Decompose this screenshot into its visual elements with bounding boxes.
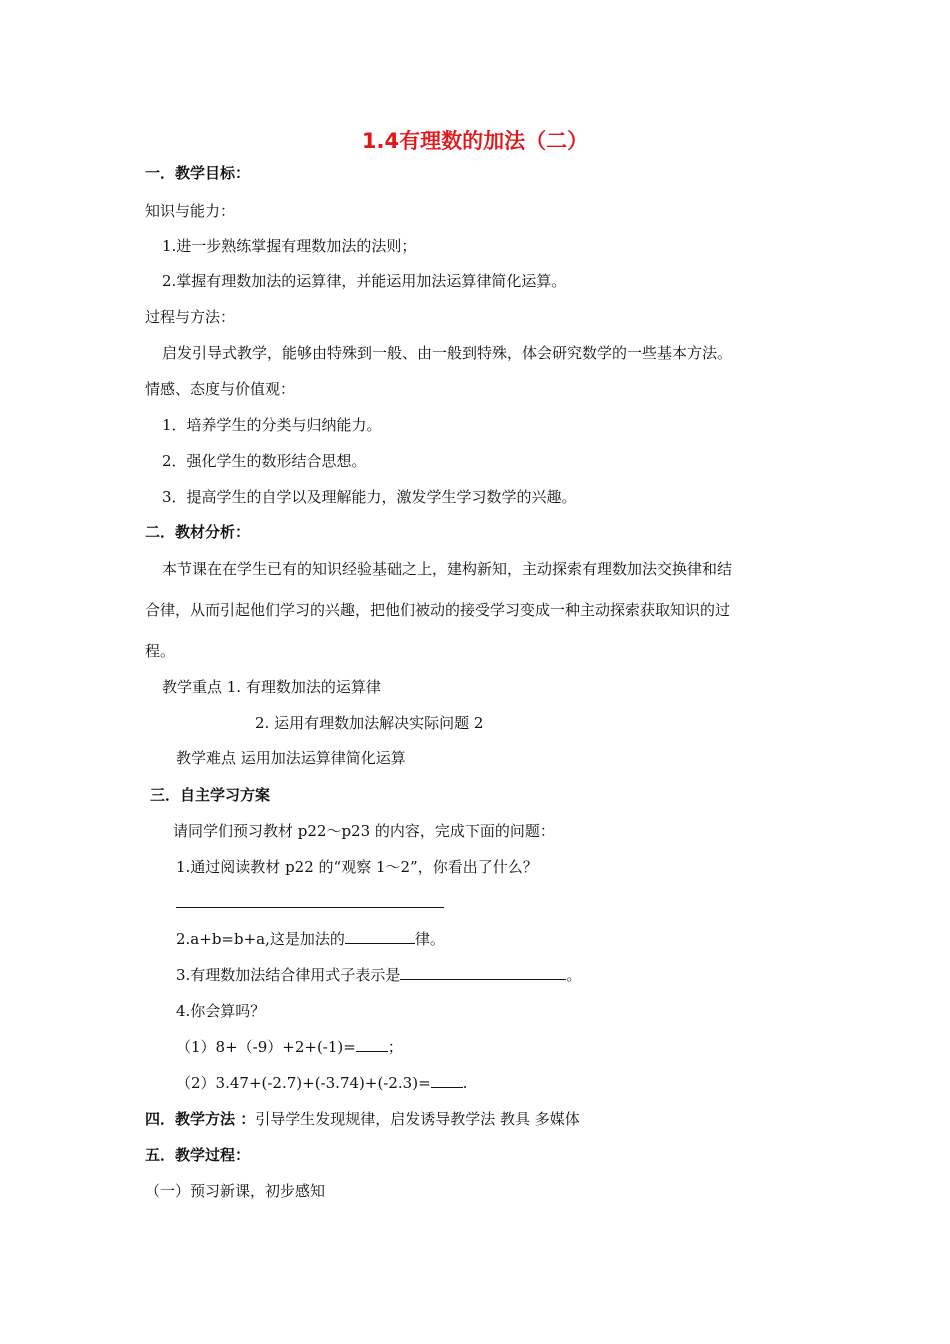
section-4 <box>145 1109 580 1129</box>
question-1: 1.通过阅读教材 p22 的“观察 1～2”，你看出了什么？ <box>176 858 538 876</box>
question-3 <box>176 965 581 985</box>
question-3-blank[interactable] <box>400 965 566 980</box>
question-4-2 <box>176 1073 467 1093</box>
question-4-1-text: （1）8+（-9）+2+(-1)= <box>176 1038 356 1056</box>
page-title: 1.4有理数的加法（二） <box>361 129 589 153</box>
knowledge-item-1: 1.进一步熟练掌握有理数加法的法则； <box>162 237 417 255</box>
question-4: 4.你会算吗？ <box>176 1002 266 1020</box>
knowledge-label: 知识与能力： <box>145 202 236 220</box>
analysis-line-1: 本节课在在学生已有的知识经验基础之上，建构新知，主动探索有理数加法交换律和结 <box>162 560 733 578</box>
analysis-line-3: 程。 <box>145 642 176 660</box>
analysis-line-2: 合律，从而引起他们学习的兴趣，把他们被动的接受学习变成一种主动探索获取知识的过 <box>145 601 731 619</box>
question-4-1 <box>176 1037 403 1057</box>
teaching-difficulty: 教学难点 运用加法运算律简化运算 <box>176 749 406 767</box>
question-4-2-text: （2）3.47+(-2.7)+(-3.74)+(-2.3)= <box>176 1074 431 1092</box>
question-4-2-blank[interactable] <box>431 1073 463 1088</box>
process-item-1: 启发引导式教学，能够由特殊到一般、由一般到特殊，体会研究数学的一些基本方法。 <box>162 344 733 362</box>
question-4-1-suffix: ； <box>387 1038 403 1056</box>
self-study-intro: 请同学们预习教材 p22～p23 的内容，完成下面的问题： <box>173 822 555 840</box>
question-4-1-blank[interactable] <box>356 1037 388 1052</box>
question-3-suffix: 。 <box>566 966 582 984</box>
section-5-heading: 五．教学过程： <box>145 1146 251 1164</box>
knowledge-item-2: 2.掌握有理数加法的运算律，并能运用加法运算律简化运算。 <box>162 272 567 290</box>
question-3-text: 3.有理数加法结合律用式子表示是 <box>176 966 401 984</box>
emotion-item-2: 2．强化学生的数形结合思想。 <box>162 452 367 470</box>
process-label: 过程与方法： <box>145 308 236 326</box>
section-2-heading: 二．教材分析： <box>145 523 251 541</box>
question-2-suffix: 律。 <box>414 930 445 948</box>
section-4-text: 引导学生发现规律，启发诱导教学法 教具 多媒体 <box>255 1110 580 1128</box>
section-5-sub-1: （一）预习新课，初步感知 <box>145 1182 326 1200</box>
question-2-blank[interactable] <box>345 929 415 944</box>
question-4-2-suffix: . <box>462 1074 468 1092</box>
emotion-label: 情感、态度与价值观： <box>145 380 296 398</box>
question-2 <box>176 929 445 949</box>
emotion-item-1: 1．培养学生的分类与归纳能力。 <box>162 416 382 434</box>
emotion-item-3: 3．提高学生的自学以及理解能力，激发学生学习数学的兴趣。 <box>162 488 577 506</box>
answer-line-1[interactable] <box>176 907 444 908</box>
question-2-text: 2.a+b=b+a,这是加法的 <box>176 930 345 948</box>
section-4-heading: 四．教学方法 ： <box>145 1110 256 1128</box>
section-3-heading: 三．自主学习方案 <box>150 786 271 804</box>
section-1-heading: 一．教学目标： <box>145 164 251 182</box>
key-point-1: 教学重点 1. 有理数加法的运算律 <box>162 678 381 696</box>
key-point-2: 2. 运用有理数加法解决实际问题 2 <box>255 714 484 732</box>
